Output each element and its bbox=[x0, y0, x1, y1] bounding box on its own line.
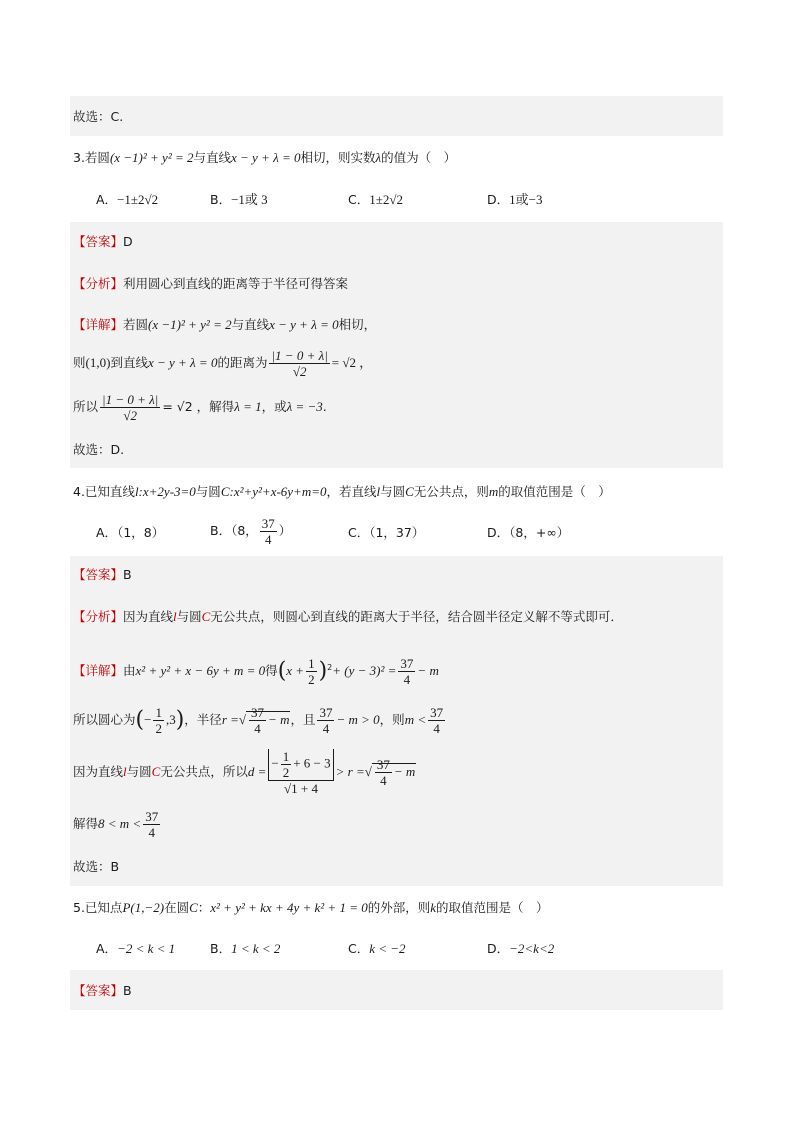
equation: = √2 ， bbox=[331, 355, 373, 370]
q3-answer bbox=[73, 233, 133, 251]
numerator: 1 bbox=[155, 705, 162, 720]
option-text: （1，8） bbox=[117, 525, 165, 540]
var: C bbox=[189, 900, 198, 915]
numerator: 1 bbox=[308, 656, 315, 672]
paren-close: ) bbox=[175, 707, 185, 733]
var: l bbox=[123, 764, 127, 779]
text: 与圆 bbox=[126, 764, 152, 779]
q3-stem-b: 与直线 bbox=[193, 150, 232, 165]
option-letter: B． bbox=[210, 941, 232, 956]
q3-stem-a: 3.若圆 bbox=[73, 150, 110, 165]
analysis-label: 【分析】 bbox=[73, 609, 124, 624]
var: C bbox=[405, 484, 414, 499]
text: 相切， bbox=[338, 317, 377, 332]
numerator: 37 bbox=[430, 705, 444, 720]
q4-option-a bbox=[96, 524, 164, 542]
q3-stem-c: 相切，则实数 bbox=[300, 150, 376, 165]
q4-option-d bbox=[487, 524, 569, 542]
text: = √2 ，解得 bbox=[162, 399, 235, 414]
option-tail: ） bbox=[278, 523, 292, 538]
neg-sign: − bbox=[144, 712, 152, 727]
point: P(1,−2) bbox=[122, 900, 165, 915]
fraction-37-4 bbox=[398, 656, 415, 687]
var: C bbox=[201, 609, 211, 624]
text: ： bbox=[197, 900, 211, 915]
equation: x² + y² + kx + 4y + k² + 1 = 0 bbox=[210, 900, 368, 915]
text: ，则 bbox=[379, 712, 405, 727]
numerator: 37 bbox=[261, 516, 275, 531]
option-letter: A． bbox=[96, 525, 118, 540]
q3-detail-2 bbox=[73, 348, 372, 379]
denominator: 2 bbox=[308, 672, 315, 688]
q4-answer bbox=[73, 566, 132, 584]
option-letter: D． bbox=[487, 525, 510, 540]
q3-detail-1 bbox=[73, 316, 376, 334]
text: 所以 bbox=[73, 399, 99, 414]
denominator: 2 bbox=[155, 721, 162, 736]
option-text: 1或−3 bbox=[509, 192, 543, 207]
q4-option-c bbox=[348, 524, 424, 542]
denominator: 4 bbox=[265, 532, 272, 547]
q4-analysis bbox=[73, 608, 623, 626]
q5-option-b bbox=[210, 940, 280, 958]
equation: − m bbox=[393, 764, 416, 779]
denominator: √2 bbox=[123, 408, 137, 423]
numerator: 37 bbox=[400, 656, 414, 672]
paren-open: ( bbox=[277, 658, 287, 684]
distance-fraction bbox=[268, 749, 333, 796]
answer-value: D bbox=[123, 234, 133, 249]
text: 与直线 bbox=[231, 317, 270, 332]
text: 在圆 bbox=[164, 900, 190, 915]
text: 的外部，则 bbox=[367, 900, 431, 915]
q3-stem bbox=[73, 149, 456, 167]
option-text: k < −2 bbox=[369, 941, 406, 956]
q3-option-c bbox=[348, 191, 403, 209]
option-letter: A． bbox=[96, 941, 118, 956]
numerator: 37 bbox=[251, 705, 265, 720]
equation: > r = bbox=[335, 764, 365, 779]
text: 则 bbox=[73, 355, 86, 370]
option-text: −2<k<2 bbox=[509, 941, 555, 956]
text: 4.已知直线 bbox=[73, 484, 135, 499]
text: ，且 bbox=[290, 712, 316, 727]
q3-analysis bbox=[73, 275, 348, 293]
var: k bbox=[430, 900, 437, 915]
detail-label: 【详解】 bbox=[73, 317, 124, 332]
option-text: −1±2√2 bbox=[117, 192, 159, 207]
numerator: 37 bbox=[376, 757, 390, 772]
distance-fraction bbox=[100, 392, 160, 423]
q5-option-c bbox=[348, 940, 406, 958]
paren-open: ( bbox=[135, 707, 145, 733]
denominator: 4 bbox=[148, 825, 155, 840]
text: 与圆 bbox=[380, 484, 406, 499]
equation: x² + y² + x − 6y + m = 0 bbox=[135, 663, 266, 679]
equation: d = bbox=[247, 764, 267, 779]
answer-value: B bbox=[123, 983, 132, 998]
option-letter: C． bbox=[348, 525, 370, 540]
text: 无公共点，则圆心到直线的距离大于半径，结合圆半径定义解不等式即可． bbox=[210, 609, 623, 624]
q4-detail-2 bbox=[73, 702, 447, 739]
option-letter: A． bbox=[96, 192, 118, 207]
answer-label: 【答案】 bbox=[73, 983, 124, 998]
q4-stem bbox=[73, 483, 611, 501]
text: 由 bbox=[123, 663, 136, 679]
equation: r = bbox=[221, 712, 239, 727]
neg-sign: − bbox=[271, 755, 279, 771]
equation: − m bbox=[417, 663, 439, 679]
text: 因为直线 bbox=[123, 609, 174, 624]
comma: , bbox=[165, 712, 170, 727]
text: 若圆 bbox=[123, 317, 149, 332]
text: 所以圆心为 bbox=[73, 712, 136, 727]
equation: x − y + λ = 0 bbox=[269, 317, 339, 332]
equation: (x −1)² + y² = 2 bbox=[148, 317, 232, 332]
q3-eq2: x − y + λ = 0 bbox=[231, 150, 301, 165]
q4-final: 故选：B bbox=[73, 859, 120, 874]
option-letter: B． bbox=[210, 523, 232, 538]
denominator: 4 bbox=[322, 721, 330, 736]
var: m bbox=[488, 484, 499, 499]
q3-detail-3 bbox=[73, 392, 327, 423]
equation: C:x²+y²+x-6y+m=0 bbox=[220, 484, 327, 499]
var: C bbox=[151, 764, 161, 779]
var: l bbox=[173, 609, 177, 624]
equation: + (y − 3)² = bbox=[332, 663, 397, 679]
q4-detail-1 bbox=[73, 650, 439, 690]
answer-band-q5 bbox=[70, 970, 723, 1010]
q3-stem-d: 的值为（ ） bbox=[381, 150, 457, 165]
numerator: |1 − 0 + λ| bbox=[271, 348, 328, 363]
equation: − m bbox=[268, 712, 290, 727]
numerator: |1 − 0 + λ| bbox=[102, 392, 159, 407]
numerator: 37 bbox=[145, 809, 159, 824]
option-letter: C． bbox=[348, 192, 370, 207]
answer-band-q3 bbox=[70, 222, 723, 468]
solution: λ = 1 bbox=[234, 399, 262, 414]
denominator: √2 bbox=[292, 364, 307, 379]
text: 因为直线 bbox=[73, 764, 124, 779]
text: ，或 bbox=[261, 399, 287, 414]
text: ，若直线 bbox=[326, 484, 377, 499]
option-text: （8， bbox=[231, 523, 258, 538]
solution: λ = −3 bbox=[286, 399, 323, 414]
option-letter: B． bbox=[210, 192, 232, 207]
equation: x − y + λ = 0 bbox=[147, 355, 218, 370]
equation: − m > 0 bbox=[336, 712, 380, 727]
equation: 8 < m < bbox=[98, 816, 142, 831]
option-letter: C． bbox=[348, 941, 370, 956]
q5-stem bbox=[73, 899, 549, 917]
text: 无公共点，所以 bbox=[160, 764, 248, 779]
q3-final: 故选：D. bbox=[73, 442, 125, 457]
square: 2 bbox=[327, 663, 333, 672]
half-fraction bbox=[281, 749, 292, 780]
center-y: 3 bbox=[169, 712, 176, 727]
answer-label: 【答案】 bbox=[73, 567, 124, 582]
sqrt-sign: √ bbox=[238, 712, 247, 727]
point: (1,0) bbox=[85, 355, 111, 370]
q3-eq1: (x −1)² + y² = 2 bbox=[109, 150, 194, 165]
answer-band-q2 bbox=[70, 96, 723, 136]
denominator: √1 + 4 bbox=[284, 781, 318, 796]
q3-option-b bbox=[210, 191, 268, 209]
q4-detail-3 bbox=[73, 746, 416, 798]
option-text: （1，37） bbox=[369, 525, 425, 540]
option-text: 1±2√2 bbox=[369, 192, 404, 207]
sqrt-sign: √ bbox=[364, 764, 372, 779]
text: 与圆 bbox=[195, 484, 221, 499]
option-text: 1 < k < 2 bbox=[231, 941, 281, 956]
denominator: 2 bbox=[282, 765, 290, 780]
option-fraction bbox=[260, 516, 277, 547]
fraction-37-4 bbox=[249, 705, 266, 736]
option-letter: D． bbox=[487, 192, 510, 207]
text: 的取值范围是（ ） bbox=[436, 900, 549, 915]
fraction-37-4 bbox=[375, 757, 392, 788]
text: 与圆 bbox=[176, 609, 202, 624]
fraction-37-4 bbox=[428, 705, 445, 736]
text: 无公共点，则 bbox=[413, 484, 489, 499]
text: . bbox=[322, 399, 327, 414]
numerator bbox=[268, 749, 333, 781]
answer-value: B bbox=[123, 567, 132, 582]
equation: m < bbox=[404, 712, 427, 727]
distance-fraction bbox=[269, 348, 329, 379]
q5-answer bbox=[73, 982, 132, 1000]
text: ，半径 bbox=[184, 712, 222, 727]
q4-option-b bbox=[210, 514, 291, 548]
text: 的取值范围是（ ） bbox=[498, 484, 611, 499]
analysis-label: 【分析】 bbox=[73, 276, 124, 291]
q5-option-a bbox=[96, 940, 175, 958]
text: 解得 bbox=[73, 816, 99, 831]
equation: x + bbox=[286, 663, 305, 679]
fraction-37-4 bbox=[317, 705, 334, 736]
detail-label: 【详解】 bbox=[73, 663, 124, 679]
option-text: −1或 3 bbox=[231, 192, 268, 207]
option-text: （8，+∞） bbox=[509, 525, 570, 540]
q3-lambda: λ bbox=[375, 150, 382, 165]
q4-detail-4 bbox=[73, 806, 162, 842]
q5-option-d bbox=[487, 940, 554, 958]
q2-final: 故选：C. bbox=[73, 109, 124, 124]
denominator: 4 bbox=[403, 672, 411, 688]
text: 得 bbox=[265, 663, 278, 679]
text: 5.已知点 bbox=[73, 900, 123, 915]
numerator: 1 bbox=[282, 749, 290, 764]
analysis-text: 利用圆心到直线的距离等于半径可得答案 bbox=[123, 276, 349, 291]
denominator: 4 bbox=[433, 721, 440, 736]
q3-option-d bbox=[487, 191, 542, 209]
paren-close: ) bbox=[318, 658, 328, 684]
equation: l:x+2y-3=0 bbox=[134, 484, 196, 499]
answer-label: 【答案】 bbox=[73, 234, 124, 249]
half-fraction bbox=[153, 705, 164, 736]
half-fraction bbox=[306, 656, 317, 687]
numerator: 37 bbox=[319, 705, 333, 720]
denominator: 4 bbox=[254, 721, 261, 736]
text: 的距离为 bbox=[217, 355, 268, 370]
option-letter: D． bbox=[487, 941, 510, 956]
option-text: −2 < k < 1 bbox=[117, 941, 176, 956]
text: 到直线 bbox=[110, 355, 148, 370]
denominator: 4 bbox=[380, 773, 387, 788]
numerator-tail: + 6 − 3 bbox=[293, 755, 331, 771]
q3-option-a bbox=[96, 191, 158, 209]
fraction-37-4 bbox=[143, 809, 160, 840]
var: l bbox=[376, 484, 381, 499]
